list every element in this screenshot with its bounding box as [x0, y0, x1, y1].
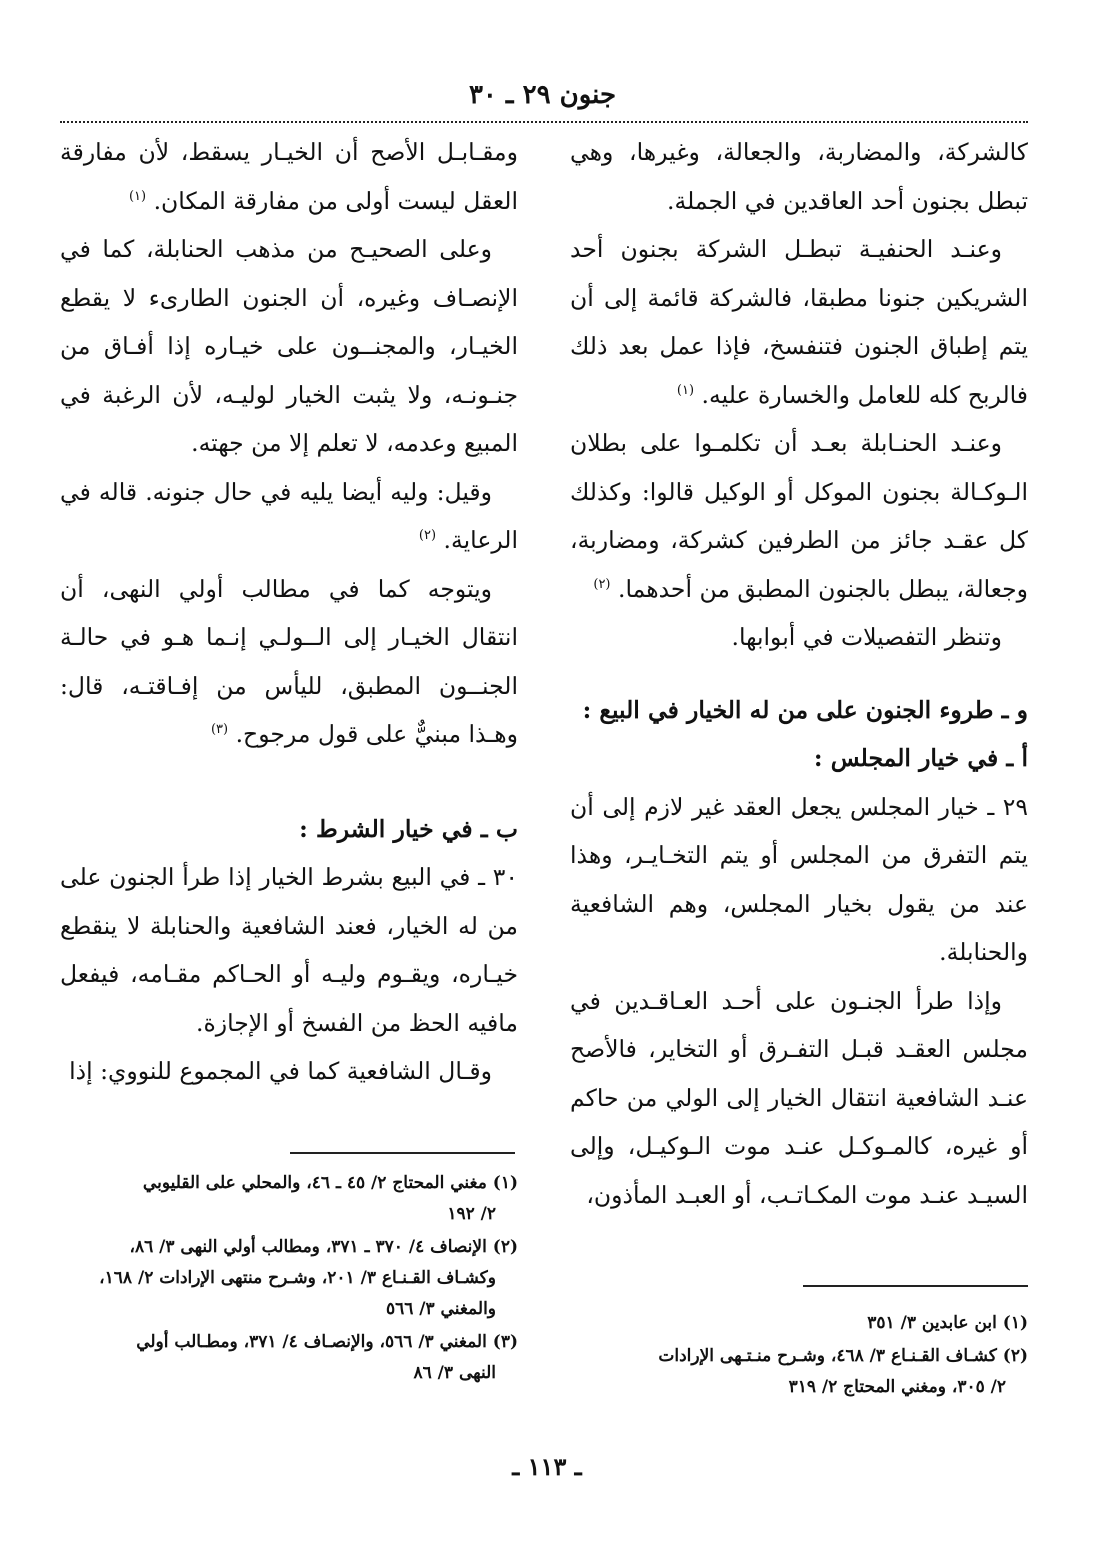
paragraph-text: كالشركة، والمضاربة، والجعالة، وغيرها، وهي تبطل بجنون أحد العاقدين في الجملة.	[570, 138, 1028, 215]
footnote	[60, 1327, 518, 1389]
footnote-ref: (٢)	[593, 576, 611, 592]
footnotes-right	[570, 1308, 1028, 1405]
paragraph	[570, 419, 1028, 613]
paragraph-text: ومقـابـل الأصح أن الخيـار يسقط، لأن مفارقة العقل ليست أولى من مفارقة المكان.	[60, 138, 518, 215]
page-number: ـ ١١٣ ـ	[512, 1452, 582, 1481]
footnote-ref: (١)	[676, 382, 695, 398]
paragraph	[570, 783, 1028, 977]
paragraph-text: وإذا طرأ الجنـون على أحـد العـاقـدين في مجلس العقـد قبـل التفـرق أو التخاير، فالأصح عنـد الشافعية انتقال الخيار إلى الولي من حاكم أو غيره، كالمـوكـل عنـد موت الـوكيـل، وإلى السيـد عنـد موت المكـاتـب، أو العبـد المأذون،	[570, 986, 1028, 1209]
footnote-number: (٢)	[492, 1237, 518, 1257]
paragraph-text: وعنـد الحنفيـة تبطـل الشركة بجنون أحد الشريكين جنونا مطبقا، فالشركة قائمة إلى أن يتم إطباق الجنون فتنفسخ، فإذا عمل بعد ذلك فالربح كله للعامل والخسارة عليه.	[570, 235, 1028, 409]
footnote-ref: (٢)	[418, 528, 437, 544]
paragraph-text: وعلى الصحيـح من مذهب الحنابلة، كما في الإنصـاف وغيره، أن الجنون الطارىء لا يقطع الخيـار، والمجنــون على خيـاره إذا أفـاق من جنـونـه، ولا يثبت الخيار لوليـه، لأن الرغبة في المبيع وعدمه، لا تعلم إلا من جهته.	[60, 235, 518, 457]
footnote	[570, 1308, 1028, 1339]
paragraph	[570, 225, 1028, 419]
footnote-ref: (٣)	[210, 722, 229, 738]
paragraph-text: ويتوجه كما في مطالب أولي النهى، أن انتقال الخيـار إلى الــولـي إنـما هـو في حالـة الجنــون المطبق، لليأس من إفـاقتـه، قال: وهـذا مبنيٌّ على قول مرجوح.	[60, 574, 518, 748]
paragraph-text: ٣٠ ـ في البيع بشرط الخيار إذا طرأ الجنون على من له الخيار، فعند الشافعية والحنابلة لا ينقطع خيـاره، ويقـوم وليـه أو الحـاكم مقـامه، فيفعل مافيه الحظ من الفسخ أو الإجازة.	[60, 863, 518, 1037]
footnote-continuation: ٢/ ١٩٢	[447, 1204, 496, 1224]
footnote-text: الإنصاف ٤/ ٣٧٠ ـ ٣٧١، ومطالب أولي النهى ٣/ ٨٦،	[129, 1237, 487, 1257]
footnote-continuation: وكشـاف القـنـاع ٣/ ٢٠١، وشـرح منتهى الإرادات ٢/ ١٦٨، والمغني ٣/ ٥٦٦	[99, 1268, 496, 1319]
paragraph-text: وقـال الشافعية كما في المجموع للنووي: إذا	[69, 1057, 492, 1085]
section-heading: و ـ طروء الجنون على من له الخيار في البيع :	[582, 695, 1028, 724]
footnote-ref: (١)	[128, 188, 147, 204]
header-dotted-rule	[60, 121, 1028, 123]
paragraph-text: وتنظر التفصيلات في أبوابها.	[731, 623, 1002, 651]
right-column	[570, 128, 1028, 1219]
paragraph	[570, 128, 1028, 225]
footnote	[570, 1341, 1028, 1403]
footnote	[60, 1232, 518, 1325]
left-column	[60, 128, 518, 1096]
paragraph	[60, 1047, 518, 1096]
footnote-number: (٣)	[492, 1332, 518, 1352]
paragraph	[570, 613, 1028, 662]
paragraph	[60, 468, 518, 565]
paragraph-text: وقيل: وليه أيضا يليه في حال جنونه. قاله في الرعاية.	[60, 477, 518, 554]
footnote-text: كشـاف القـنـاع ٣/ ٤٦٨، وشـرح منـتـهى الإرادات	[658, 1346, 997, 1366]
footnotes-left	[60, 1168, 518, 1391]
footnote-continuation: النهى ٣/ ٨٦	[413, 1363, 496, 1383]
paragraph-text: ٢٩ ـ خيار المجلس يجعل العقد غير لازم إلى أن يتم التفرق من المجلس أو يتم التخـايـر، وهذا عند من يقول بخيار المجلس، وهم الشافعية والحنابلة.	[570, 792, 1028, 966]
footnote	[60, 1168, 518, 1230]
paragraph	[60, 565, 518, 759]
footnote-separator	[290, 1152, 515, 1154]
paragraph-text: وعنـد الحنـابلة بعـد أن تكلمـوا على بطلان الـوكـالة بجنون الموكل أو الوكيل قالوا: وكذلك كل عقـد جائز من الطرفين كشركة، ومضاربة، وجعالة، يبطل بالجنون المطبق من أحدهما.	[570, 429, 1028, 603]
paragraph	[60, 853, 518, 1047]
running-header: جنون ٢٩ ـ ٣٠	[468, 80, 617, 110]
footnote-separator	[803, 1285, 1028, 1287]
footnote-text: مغني المحتاج ٢/ ٤٥ ـ ٤٦، والمحلي على القليوبي	[142, 1173, 487, 1193]
footnote-number: (١)	[1002, 1313, 1028, 1333]
footnote-number: (٢)	[1002, 1346, 1028, 1366]
footnote-text: ابن عابدين ٣/ ٣٥١	[867, 1313, 997, 1333]
subsection-heading: ب ـ في خيار الشرط :	[299, 814, 518, 843]
subsection-heading: أ ـ في خيار المجلس :	[813, 744, 1028, 772]
footnote-number: (١)	[492, 1173, 518, 1193]
footnote-text: المغني ٣/ ٥٦٦، والإنصـاف ٤/ ٣٧١، ومطـالب أولي	[136, 1332, 487, 1352]
paragraph	[60, 128, 518, 225]
paragraph	[570, 977, 1028, 1220]
paragraph	[60, 225, 518, 468]
footnote-continuation: ٢/ ٣٠٥، ومغني المحتاج ٢/ ٣١٩	[788, 1377, 1006, 1397]
